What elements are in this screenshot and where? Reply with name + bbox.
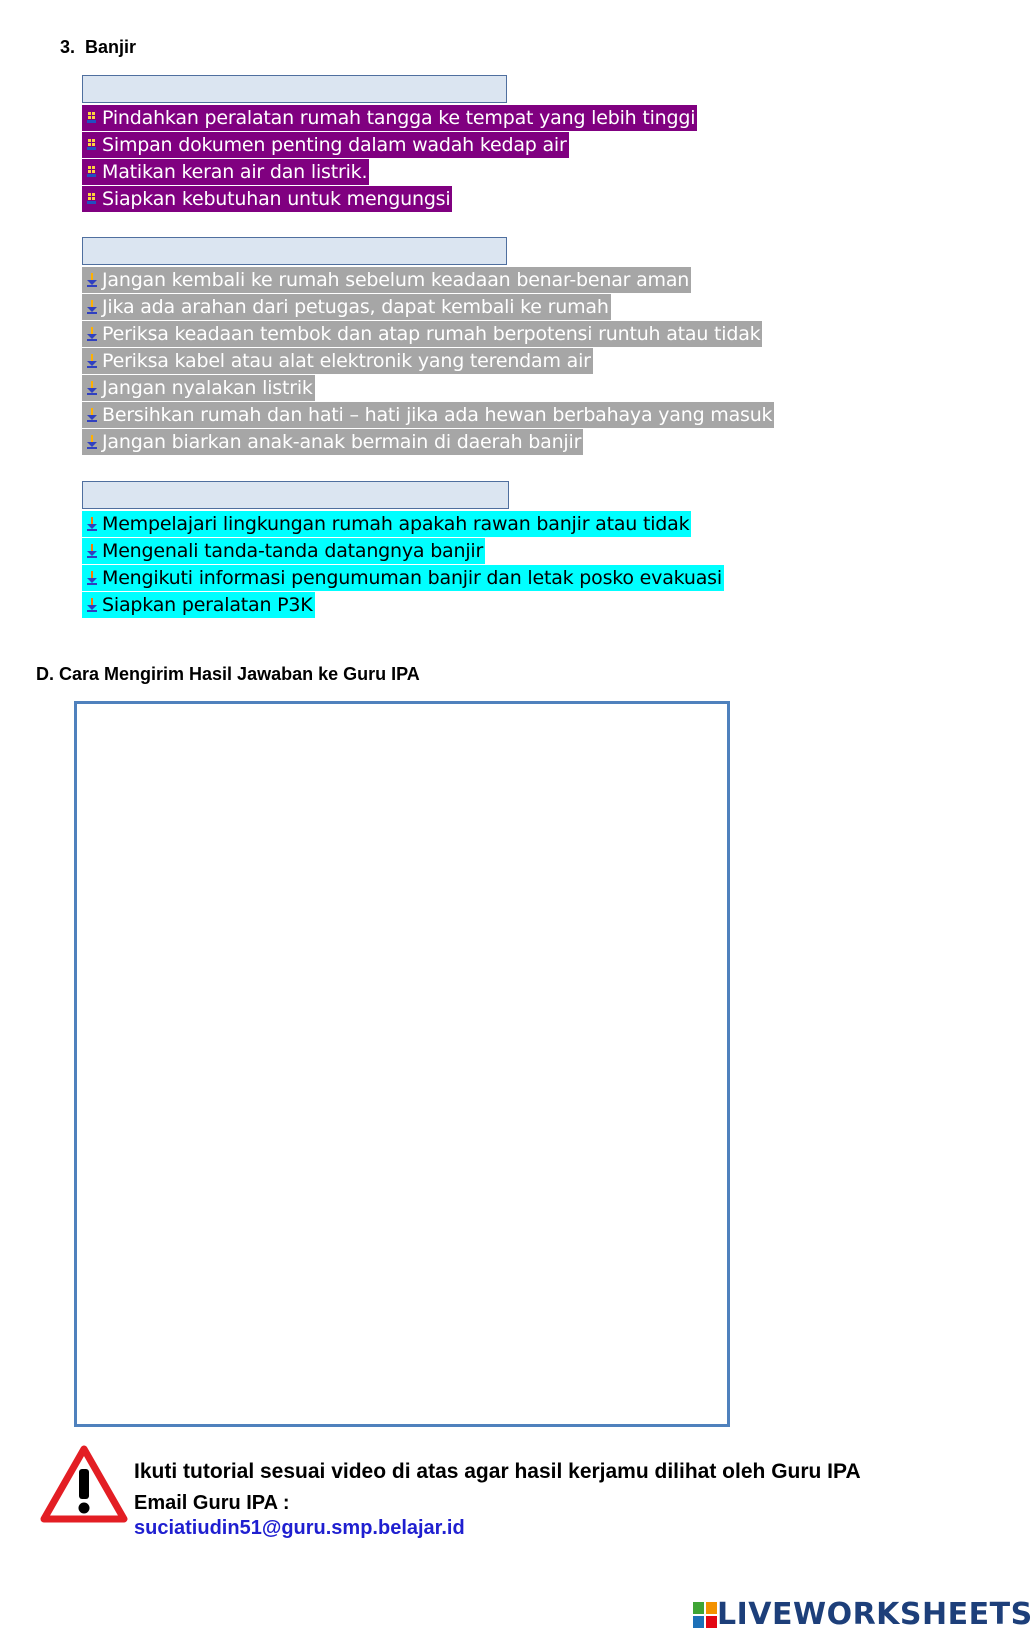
list-group-3 xyxy=(82,510,724,618)
answer-box-3[interactable] xyxy=(82,481,509,509)
email-link[interactable]: suciatiudin51@guru.smp.belajar.id xyxy=(134,1517,465,1539)
arrow-down-bullet-icon xyxy=(82,571,102,585)
arrow-down-bullet-icon xyxy=(82,598,102,612)
email-label: Email Guru IPA : xyxy=(134,1492,290,1514)
answer-box-1[interactable] xyxy=(82,75,507,103)
section-title: Banjir xyxy=(85,37,137,57)
list-item: Jangan biarkan anak-anak bermain di daerah banjir xyxy=(82,428,774,455)
list-item: Jangan nyalakan listrik xyxy=(82,374,774,401)
answer-box-2[interactable] xyxy=(82,237,507,265)
arrow-down-bullet-icon xyxy=(82,544,102,558)
section-d-title: D. Cara Mengirim Hasil Jawaban ke Guru IPA xyxy=(36,664,420,684)
list-item: Mengikuti informasi pengumuman banjir dan letak posko evakuasi xyxy=(82,564,724,591)
arrow-down-bullet-icon xyxy=(82,273,102,287)
list-item: Simpan dokumen penting dalam wadah kedap air xyxy=(82,131,697,158)
arrow-down-bullet-icon xyxy=(82,300,102,314)
arrow-down-bullet-icon xyxy=(82,354,102,368)
list-item: Pindahkan peralatan rumah tangga ke tempat yang lebih tinggi xyxy=(82,104,697,131)
list-item: Siapkan kebutuhan untuk mengungsi xyxy=(82,185,697,212)
pushpin-bullet-icon xyxy=(82,138,102,152)
list-item: Jika ada arahan dari petugas, dapat kembali ke rumah xyxy=(82,293,774,320)
arrow-down-bullet-icon xyxy=(82,435,102,449)
list-item: Siapkan peralatan P3K xyxy=(82,591,724,618)
pushpin-bullet-icon xyxy=(82,165,102,179)
arrow-down-bullet-icon xyxy=(82,408,102,422)
liveworksheets-logo-icon xyxy=(693,1602,717,1628)
instruction-text: Ikuti tutorial sesuai video di atas agar hasil kerjamu dilihat oleh Guru IPA xyxy=(134,1460,861,1483)
brand-name: LIVEWORKSHEETS xyxy=(717,1597,1033,1632)
list-item: Matikan keran air dan listrik. xyxy=(82,158,697,185)
warning-icon xyxy=(40,1445,128,1528)
arrow-down-bullet-icon xyxy=(82,381,102,395)
video-frame[interactable] xyxy=(74,701,730,1427)
arrow-down-bullet-icon xyxy=(82,517,102,531)
list-item: Periksa kabel atau alat elektronik yang terendam air xyxy=(82,347,774,374)
section-heading xyxy=(60,37,136,58)
pushpin-bullet-icon xyxy=(82,111,102,125)
list-item: Mengenali tanda-tanda datangnya banjir xyxy=(82,537,724,564)
section-number: 3. xyxy=(60,37,76,57)
arrow-down-bullet-icon xyxy=(82,327,102,341)
list-item: Bersihkan rumah dan hati – hati jika ada hewan berbahaya yang masuk xyxy=(82,401,774,428)
list-item: Mempelajari lingkungan rumah apakah rawan banjir atau tidak xyxy=(82,510,724,537)
list-item: Periksa keadaan tembok dan atap rumah berpotensi runtuh atau tidak xyxy=(82,320,774,347)
list-group-2 xyxy=(82,266,774,455)
list-group-1 xyxy=(82,104,697,212)
pushpin-bullet-icon xyxy=(82,192,102,206)
list-item: Jangan kembali ke rumah sebelum keadaan benar-benar aman xyxy=(82,266,774,293)
liveworksheets-logo xyxy=(693,1597,1033,1632)
